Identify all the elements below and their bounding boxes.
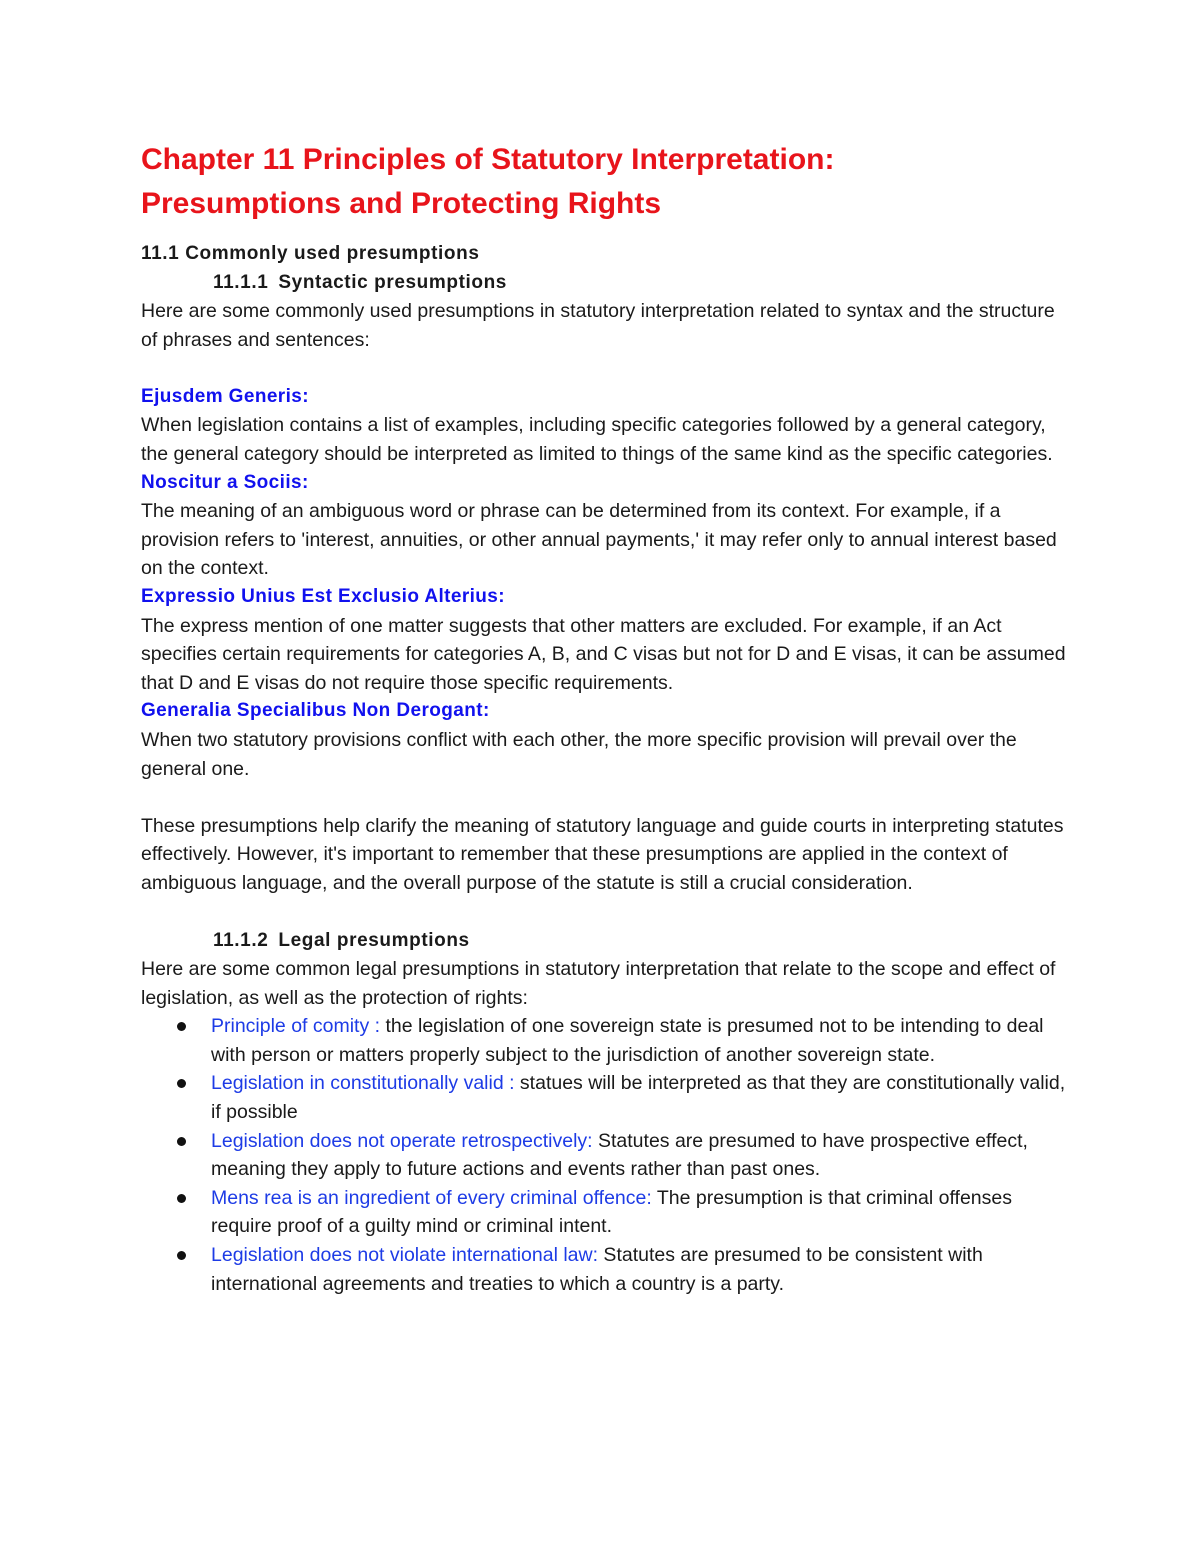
spacer: [141, 354, 1071, 383]
list-item: [211, 1012, 1071, 1069]
presumption-text: Statutes are presumed to be consistent with international agreements and treaties to which a country is a party.: [211, 1244, 983, 1295]
bullet-icon: [177, 1022, 186, 1031]
subsection-number: 11.1.1: [213, 272, 269, 293]
document-content: [141, 138, 1071, 1298]
presumption-label: Legislation in constitutionally valid :: [211, 1072, 515, 1095]
list-item: [211, 1184, 1071, 1241]
subsection-title: Legal presumptions: [278, 930, 470, 952]
presumption-text: The presumption is that criminal offenses require proof of a guilty mind or criminal intent.: [211, 1186, 1012, 1238]
syntactic-intro: Here are some commonly used presumptions in statutory interpretation related to syntax and the structure of phrases and sentences:: [141, 300, 1055, 351]
list-item: [211, 1127, 1071, 1184]
subsection-heading-legal: [141, 926, 1071, 955]
presumption-label: Principle of comity :: [211, 1015, 381, 1038]
chapter-title: [141, 138, 1071, 226]
presumption-label: Legislation does not operate retrospectively:: [211, 1129, 593, 1152]
spacer: [141, 783, 1071, 812]
term-description: When legislation contains a list of examples, including specific categories followed by a general category, the general category should be interpreted as limited to things of the same kind as the specific categories.: [141, 414, 1053, 465]
syntactic-conclusion: These presumptions help clarify the meaning of statutory language and guide courts in interpreting statutes effectively. However, it's important to remember that these presumptions are applied in the context of ambiguous language, and the overall purpose of the statute is still a crucial consideration.: [141, 814, 1064, 894]
subsection-title: Syntactic presumptions: [278, 272, 507, 293]
presumption-text: the legislation of one sovereign state is presumed not to be intending to deal with person or matters properly subject to the jurisdiction of another sovereign state.: [211, 1015, 1044, 1066]
bullet-icon: [177, 1251, 186, 1260]
presumption-label: Legislation does not violate international law:: [211, 1244, 599, 1266]
chapter-title-line-2: Presumptions and Protecting Rights: [141, 187, 662, 220]
section-heading: 11.1 Commonly used presumptions: [141, 243, 480, 264]
list-item: [211, 1069, 1071, 1126]
bullet-icon: [177, 1137, 186, 1146]
presumption-text: Statutes are presumed to have prospective effect, meaning they apply to future actions and events rather than past ones.: [211, 1129, 1028, 1181]
bullet-icon: [177, 1079, 186, 1088]
list-item: [211, 1241, 1071, 1298]
legal-intro: Here are some common legal presumptions in statutory interpretation that relate to the scope and effect of legislation, as well as the protection of rights:: [141, 958, 1056, 1009]
presumption-label: Mens rea is an ingredient of every criminal offence:: [211, 1186, 652, 1209]
term-description: The meaning of an ambiguous word or phrase can be determined from its context. For example, if a provision refers to 'interest, annuities, or other annual payments,' it may refer only to annual interest based on the context.: [141, 500, 1057, 580]
presumption-text: statues will be interpreted as that they are constitutionally valid, if possible: [211, 1072, 1066, 1124]
term-description: When two statutory provisions conflict with each other, the more specific provision will prevail over the general one.: [141, 728, 1017, 780]
term-name: Ejusdem Generis:: [141, 385, 309, 407]
subsection-number: 11.1.2: [213, 930, 269, 952]
legal-presumptions-list: [141, 1012, 1071, 1298]
spacer: [141, 897, 1071, 926]
chapter-title-line-1: Chapter 11 Principles of Statutory Interpretation:: [141, 143, 835, 176]
term-description: The express mention of one matter suggests that other matters are excluded. For example, if an Act specifies certain requirements for categories A, B, and C visas but not for D and E visas, it can be assumed that D and E visas do not require those specific requirements.: [141, 614, 1066, 694]
term-name: Expressio Unius Est Exclusio Alterius:: [141, 585, 505, 607]
term-name: Generalia Specialibus Non Derogant:: [141, 700, 490, 722]
term-name: Noscitur a Sociis:: [141, 471, 309, 493]
bullet-icon: [177, 1194, 186, 1203]
subsection-heading-syntactic: [141, 268, 1071, 297]
